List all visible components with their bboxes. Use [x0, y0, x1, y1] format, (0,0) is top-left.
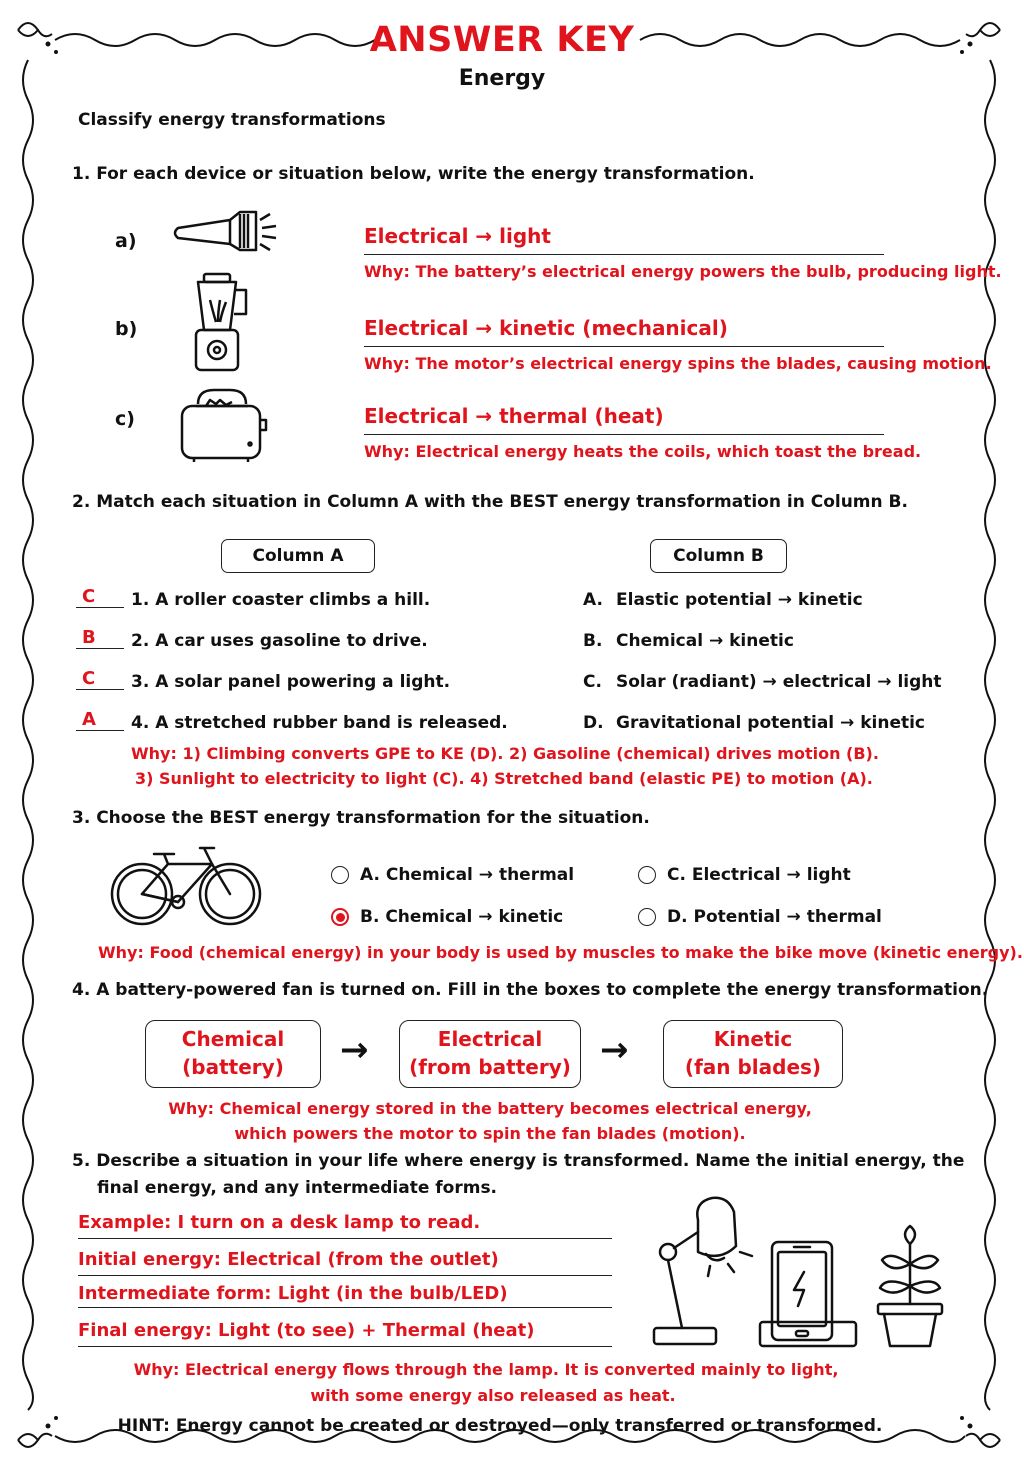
q5-intermediate-form: Intermediate form: Light (in the bulb/LED) — [78, 1283, 508, 1304]
column-b-letter: D. — [583, 713, 604, 733]
q5-why-line2: with some energy also released as heat. — [310, 1386, 676, 1405]
column-b-letter: B. — [583, 631, 603, 651]
bicycle-icon — [108, 840, 264, 930]
q5-why-line1: Why: Electrical energy flows through the lamp. It is converted mainly to light, — [133, 1360, 839, 1379]
option-b-label[interactable]: B. Chemical → kinetic — [360, 907, 564, 927]
q2-why-line1: Why: 1) Climbing converts GPE to KE (D). 2) Gasoline (chemical) drives motion (B). — [131, 744, 879, 763]
q1-item-letter: a) — [115, 230, 137, 252]
flow-box-chemical — [145, 1020, 321, 1088]
column-b-letter: A. — [583, 590, 603, 610]
column-a-item: 3. A solar panel powering a light. — [131, 672, 451, 692]
option-c-label[interactable]: C. Electrical → light — [667, 865, 851, 885]
q3-why: Why: Food (chemical energy) in your body is used by muscles to make the bike move (kinetic energy). — [98, 943, 1023, 962]
q5-line — [78, 1212, 612, 1239]
q5-line — [78, 1283, 612, 1308]
q5-prompt-line1: 5. Describe a situation in your life where energy is transformed. Name the initial energy, the — [72, 1151, 965, 1171]
column-a-header: Column A — [221, 539, 375, 573]
q1-item-letter: c) — [115, 408, 135, 430]
phone-charging-icon — [756, 1236, 860, 1352]
column-a-item: 4. A stretched rubber band is released. — [131, 713, 508, 733]
flow-box-line1: Kinetic — [713, 1027, 793, 1051]
match-row — [76, 709, 124, 731]
page-title: ANSWER KEY — [369, 20, 635, 60]
q1a-answer: Electrical → light — [364, 224, 551, 248]
match-answer: B — [76, 627, 124, 649]
q4-prompt: 4. A battery-powered fan is turned on. Fill in the boxes to complete the energy transformation. — [72, 980, 989, 1000]
flow-box-electrical — [399, 1020, 581, 1088]
q1c-why: Why: Electrical energy heats the coils, which toast the bread. — [364, 442, 922, 461]
option-d-label[interactable]: D. Potential → thermal — [667, 907, 882, 927]
hint-text: HINT: Energy cannot be created or destroyed—only transferred or transformed. — [117, 1416, 883, 1436]
column-a-item: 2. A car uses gasoline to drive. — [131, 631, 428, 651]
option-a-radio[interactable] — [331, 866, 349, 884]
column-b-item: Gravitational potential → kinetic — [616, 713, 926, 733]
flow-box-line2: (from battery) — [409, 1055, 571, 1079]
match-row — [76, 627, 124, 649]
blender-icon — [190, 270, 252, 374]
q1b-answer: Electrical → kinetic (mechanical) — [364, 316, 728, 340]
q4-why-line2: which powers the motor to spin the fan blades (motion). — [234, 1124, 746, 1143]
flow-box-line2: (battery) — [182, 1055, 284, 1079]
q5-prompt-line2: final energy, and any intermediate forms. — [97, 1178, 498, 1198]
option-a-label[interactable]: A. Chemical → thermal — [360, 865, 575, 885]
page-subtitle: Energy — [458, 66, 546, 91]
q5-initial-energy: Initial energy: Electrical (from the outlet) — [78, 1249, 499, 1270]
q1-prompt: 1. For each device or situation below, write the energy transformation. — [72, 164, 755, 184]
match-row — [76, 668, 124, 690]
column-b-letter: C. — [583, 672, 602, 692]
column-b-item: Chemical → kinetic — [616, 631, 794, 651]
flow-arrow: → — [600, 1030, 629, 1070]
column-a-item: 1. A roller coaster climbs a hill. — [131, 590, 431, 610]
q5-line — [78, 1249, 612, 1276]
q2-prompt: 2. Match each situation in Column A with the BEST energy transformation in Column B. — [72, 492, 908, 512]
flow-box-line1: Chemical — [181, 1027, 285, 1051]
flashlight-icon — [170, 206, 280, 256]
toaster-icon — [176, 384, 272, 464]
column-b-item: Elastic potential → kinetic — [616, 590, 863, 610]
flow-arrow: → — [340, 1030, 369, 1070]
match-row — [76, 586, 124, 608]
section-heading: Classify energy transformations — [78, 110, 386, 130]
column-b-header: Column B — [650, 539, 787, 573]
q3-prompt: 3. Choose the BEST energy transformation for the situation. — [72, 808, 650, 828]
q4-why-line1: Why: Chemical energy stored in the battery becomes electrical energy, — [168, 1099, 812, 1118]
q1a-why: Why: The battery’s electrical energy powers the bulb, producing light. — [364, 262, 1002, 281]
q5-example: Example: I turn on a desk lamp to read. — [78, 1212, 481, 1233]
q1b-answer-line — [364, 316, 884, 347]
q2-why-line2: 3) Sunlight to electricity to light (C). 4) Stretched band (elastic PE) to motion (A). — [135, 769, 873, 788]
flow-box-kinetic — [663, 1020, 843, 1088]
match-answer: C — [76, 668, 124, 690]
q1c-answer: Electrical → thermal (heat) — [364, 404, 664, 428]
column-b-item: Solar (radiant) → electrical → light — [616, 672, 942, 692]
match-answer: C — [76, 586, 124, 608]
q1-item-letter: b) — [115, 318, 138, 340]
option-d-radio[interactable] — [638, 908, 656, 926]
desk-lamp-icon — [648, 1196, 758, 1352]
option-b-radio[interactable] — [331, 908, 349, 926]
q1a-answer-line — [364, 224, 884, 255]
q1b-why: Why: The motor’s electrical energy spins the blades, causing motion. — [364, 354, 992, 373]
potted-plant-icon — [872, 1224, 948, 1352]
match-answer: A — [76, 709, 124, 731]
option-c-radio[interactable] — [638, 866, 656, 884]
flow-box-line1: Electrical — [437, 1027, 543, 1051]
q5-line — [78, 1320, 612, 1347]
q5-final-energy: Final energy: Light (to see) + Thermal (heat) — [78, 1320, 535, 1341]
flow-box-line2: (fan blades) — [684, 1055, 822, 1079]
q1c-answer-line — [364, 404, 884, 435]
